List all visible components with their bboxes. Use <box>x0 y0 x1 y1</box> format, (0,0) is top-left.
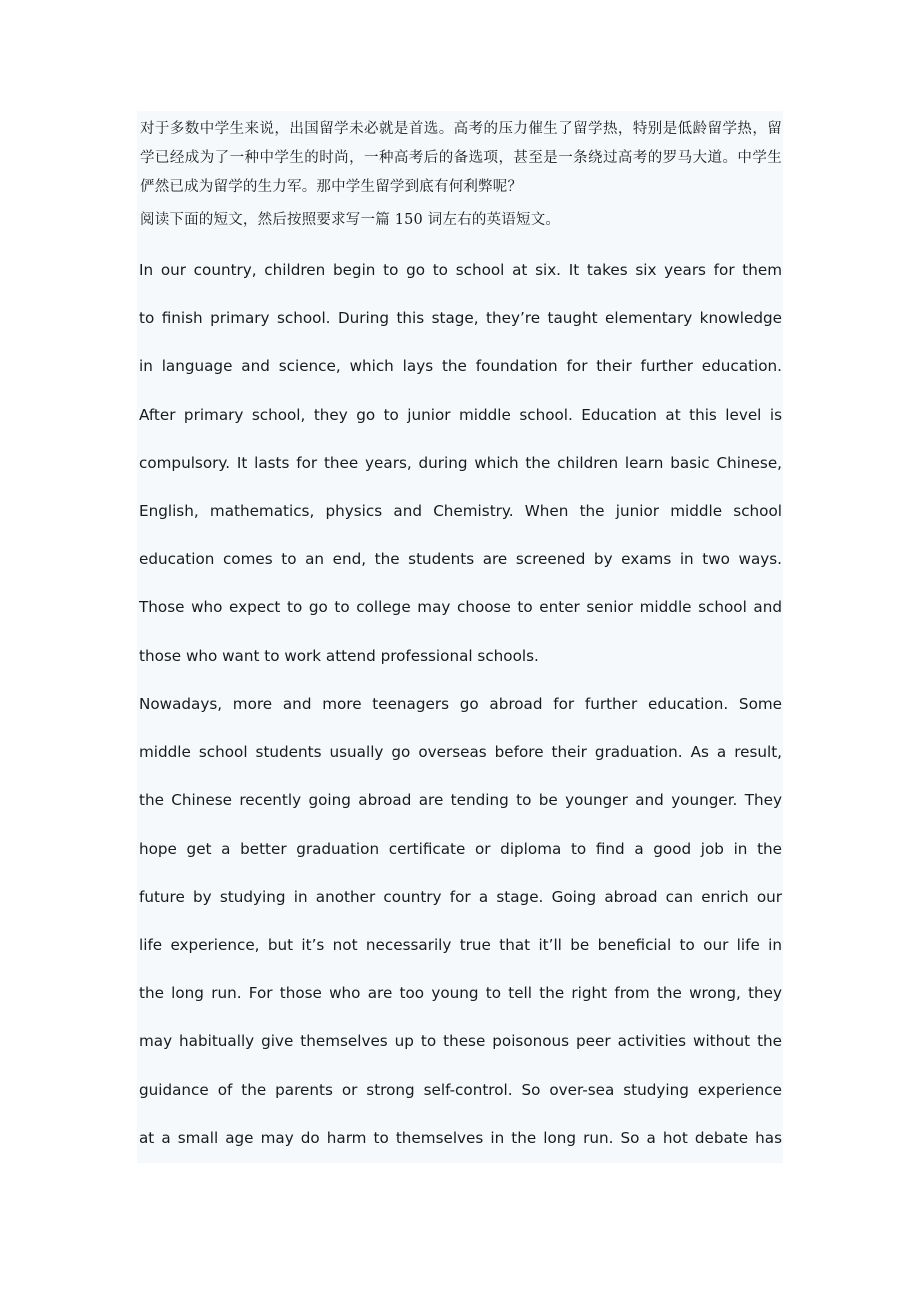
paragraph-line: Nowadays, more and more teenagers go abroad for further education. Some <box>139 695 782 713</box>
paragraph-line: the Chinese recently going abroad are tending to be younger and younger. They <box>139 791 782 810</box>
paragraph-line: hope get a better graduation certificate or diploma to find a good job in the <box>139 839 782 858</box>
intro-paragraph: 对于多数中学生来说，出国留学未必就是首选。高考的压力催生了留学热，特别是低龄留学热，留学已经成为了一种中学生的时尚，一种高考后的备选项，甚至是一条绕过高考的罗马大道。中学生俨然已成为留学的生力军。那中学生留学到底有何利弊呢？ <box>140 121 782 195</box>
english-paragraph-2 <box>139 680 782 1162</box>
paragraph-line: English, mathematics, physics and Chemistry. When the junior middle school <box>139 502 782 521</box>
text-block <box>137 111 783 1163</box>
paragraph-line: at a small age may do harm to themselves in the long run. So a hot debate has <box>139 1128 782 1147</box>
paragraph-line: compulsory. It lasts for thee years, during which the children learn basic Chinese, <box>139 453 782 472</box>
paragraph-line: in language and science, which lays the foundation for their further education. <box>139 357 782 376</box>
paragraph-line: Those who expect to go to college may choose to enter senior middle school and <box>139 598 782 617</box>
paragraph-line: to finish primary school. During this stage, they’re taught elementary knowledge <box>139 309 782 328</box>
paragraph-line: In our country, children begin to go to school at six. It takes six years for them <box>139 261 782 279</box>
paragraph-line: guidance of the parents or strong self-control. So over-sea studying experience <box>139 1080 782 1099</box>
english-paragraph-1 <box>139 246 782 680</box>
paragraph-line: future by studying in another country for a stage. Going abroad can enrich our <box>139 887 782 906</box>
paragraph-line: education comes to an end, the students are screened by exams in two ways. <box>139 550 782 569</box>
paragraph-line: After primary school, they go to junior middle school. Education at this level is <box>139 405 782 424</box>
paragraph-line: life experience, but it’s not necessarily true that it’ll be beneficial to our life in <box>139 936 782 955</box>
instruction-line: 阅读下面的短文，然后按照要求写一篇 150 词左右的英语短文。 <box>140 212 561 228</box>
paragraph-line: may habitually give themselves up to these poisonous peer activities without the <box>139 1032 782 1051</box>
paragraph-line: those who want to work attend professional schools. <box>139 646 539 665</box>
paragraph-line: the long run. For those who are too young to tell the right from the wrong, they <box>139 984 782 1003</box>
paragraph-line: middle school students usually go overseas before their graduation. As a result, <box>139 743 782 762</box>
